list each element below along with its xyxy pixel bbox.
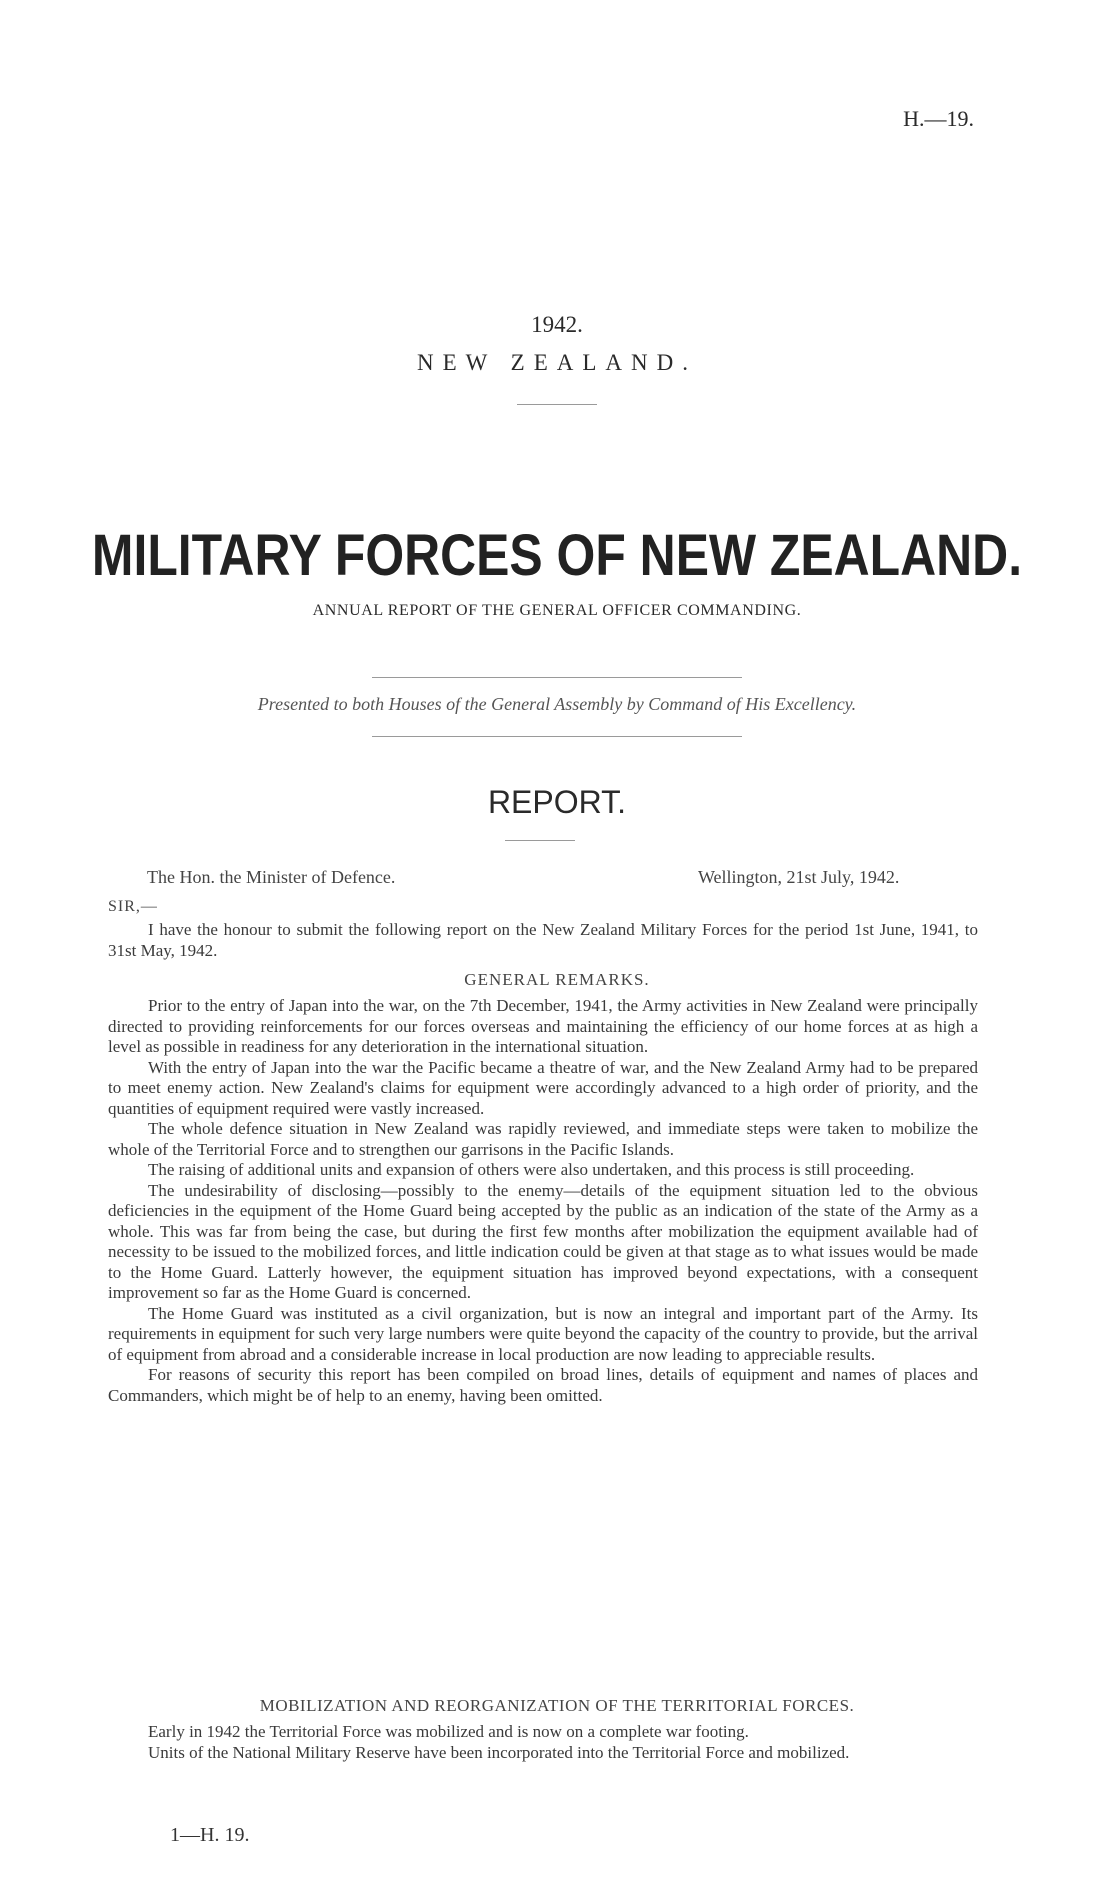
section-heading-mobilization: MOBILIZATION AND REORGANIZATION OF THE TERRITORIAL FORCES.: [259, 1696, 855, 1715]
divider: [372, 677, 742, 678]
section-heading-general-remarks: GENERAL REMARKS.: [464, 970, 650, 989]
paragraph: The raising of additional units and expansion of others were also undertaken, and this process is still proceeding.: [148, 1160, 915, 1179]
presented-line: Presented to both Houses of the General Assembly by Command of His Excellency.: [257, 694, 857, 714]
salutation: SIR,—: [108, 898, 158, 915]
paragraph: Prior to the entry of Japan into the war, on the 7th December, 1941, the Army activities in New Zealand were principally directed to providing reinforcements for our forces overseas and maintaining the efficiency of our home forces at as high a level as possible in readiness for any deterioration in the international situation.: [108, 996, 978, 1056]
divider: [372, 736, 742, 737]
cover-country: NEW ZEALAND.: [416, 350, 698, 375]
report-heading: REPORT.: [487, 784, 627, 820]
page-reference: 1—H. 19.: [170, 1824, 250, 1846]
addressee: The Hon. the Minister of Defence.: [147, 867, 396, 887]
intro-paragraph: [108, 920, 978, 961]
paragraph: I have the honour to submit the following report on the New Zealand Military Forces for the period 1st June, 1941, to 31st May, 1942.: [108, 920, 978, 960]
paragraph: For reasons of security this report has been compiled on broad lines, details of equipment and names of places and Commanders, which might be of help to an enemy, having been omitted.: [108, 1365, 978, 1405]
document-title: MILITARY FORCES OF NEW ZEALAND.: [91, 523, 1023, 588]
paragraph: The Home Guard was instituted as a civil organization, but is now an integral and important part of the Army. Its requirements in equipment for such very large numbers were quite beyond the capacity of the country to provide, but the arrival of equipment from abroad and a considerable increase in local production are now leading to appreciable results.: [108, 1303, 978, 1364]
document-code: H.—19.: [903, 106, 974, 131]
document-subtitle: ANNUAL REPORT OF THE GENERAL OFFICER COMMANDING.: [312, 602, 802, 619]
paragraph: Units of the National Military Reserve have been incorporated into the Territorial Force and mobilized.: [148, 1742, 850, 1762]
paragraph: With the entry of Japan into the war the Pacific became a theatre of war, and the New Zealand Army had to be prepared to meet enemy action. New Zealand's claims for equipment were accordingly advanced to a high order of priority, and the quantities of equipment required were vastly increased.: [108, 1057, 978, 1118]
divider: [505, 840, 575, 841]
mobilization-body: [108, 1722, 978, 1763]
cover-year: 1942.: [531, 312, 583, 337]
divider: [517, 404, 597, 405]
paragraph: Early in 1942 the Territorial Force was mobilized and is now on a complete war footing.: [148, 1722, 749, 1741]
paragraph: The undesirability of disclosing—possibly to the enemy—details of the equipment situation led to the obvious deficiencies in the equipment of the Home Guard being accepted by the public as an indication of the state of the Army as a whole. This was far from being the case, but during the first few months after mobilization the equipment available had of necessity to be issued to the mobilized forces, and little indication could be given at that stage as to what issues would be made to the Home Guard. Latterly however, the equipment situation has improved beyond expectations, with a consequent improvement so far as the Home Guard is concerned.: [108, 1180, 978, 1302]
place-date: Wellington, 21st July, 1942.: [698, 867, 900, 887]
general-remarks-body: [108, 996, 978, 1406]
paragraph: The whole defence situation in New Zealand was rapidly reviewed, and immediate steps were taken to mobilize the whole of the Territorial Force and to strengthen our garrisons in the Pacific Islands.: [108, 1119, 978, 1159]
